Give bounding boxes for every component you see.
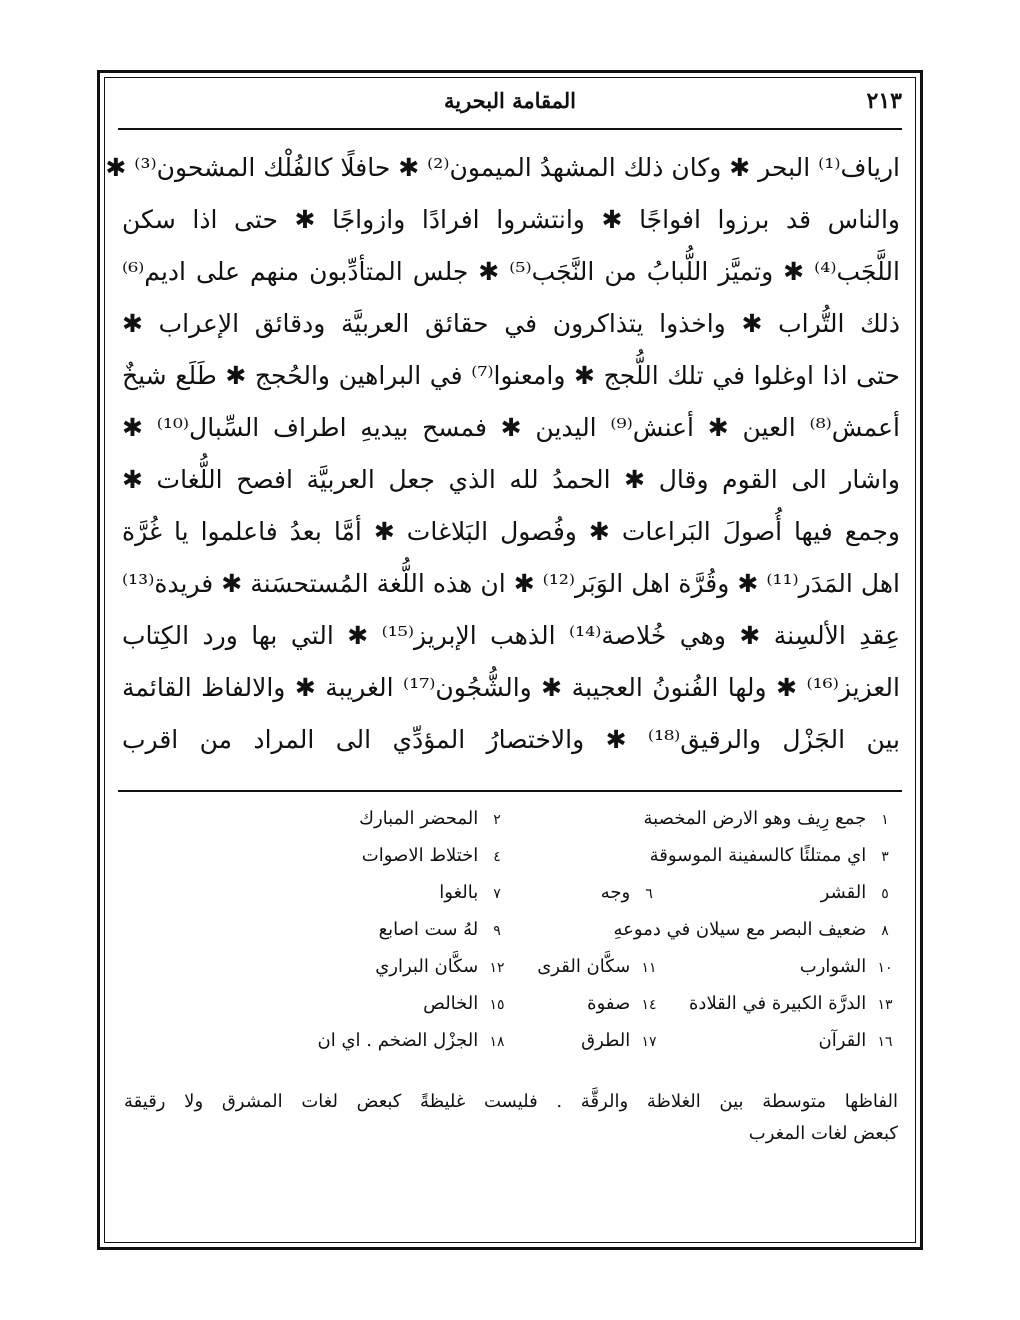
footnote [644, 800, 898, 839]
text-line: حتى اذا اوغلوا في تلك اللُّجج ✱ وامعنوا⁽⁷⁾ في البراهين والحُجج ✱ طَلَع شيخٌ [122, 361, 900, 390]
text-line: وجمع فيها أُصولَ البَراعات ✱ وفُصول البَلاغات ✱ أمَّا بعدُ فاعلموا يا غُرَّة [122, 517, 900, 546]
footnote-rule [118, 790, 902, 792]
footnote-text: سكَّان القرى [537, 956, 631, 977]
header-rule [118, 128, 902, 130]
footnote [821, 874, 898, 913]
footnote [819, 1022, 898, 1061]
footnote-row [124, 1022, 898, 1059]
commentary-line: الفاظها متوسطة بين الغلاظة والرقَّة . فليست غليظةً كبعض لغات المشرق ولا رقيقة [124, 1091, 898, 1112]
text-line: اللَّجَب⁽⁴⁾ ✱ وتميَّز اللُّبابُ من النَّجَب⁽⁵⁾ ✱ جلس المتأدِّبون منهم على اديم⁽⁶⁾ [122, 257, 900, 286]
footnote [362, 837, 510, 876]
footnote-text: الشوارب [799, 956, 867, 977]
main-text [105, 142, 901, 766]
footnote-text: سكَّان البراري [375, 956, 479, 977]
text-line: والناس قد برزوا افواجًا ✱ وانتشروا افرادًا وازواجًا ✱ حتى اذا سكن [122, 205, 900, 234]
footnote-number: ١١ [641, 960, 657, 976]
footnote-text: المحضر المبارك [359, 808, 479, 829]
footnote-row [124, 800, 898, 837]
footnote [581, 1022, 662, 1061]
footnote [318, 1022, 510, 1061]
text-line: عِقدِ الألسِنة ✱ وهي خُلاصة⁽¹⁴⁾ الذهب الإبريز⁽¹⁵⁾ ✱ التي بها ورد الكِتاب [122, 621, 900, 650]
text-line: بين الجَزْل والرقيق⁽¹⁸⁾ ✱ والاختصارُ المؤدِّي الى المراد من اقرب [122, 725, 901, 754]
footnote-row [124, 948, 898, 985]
text-line: العزيز⁽¹⁶⁾ ✱ ولها الفُنونُ العجيبة ✱ والشُّجُون⁽¹⁷⁾ الغريبة ✱ والالفاظ القائمة [122, 673, 900, 702]
footnote-number: ١٨ [489, 1034, 505, 1050]
page-number: ٢١٣ [866, 88, 902, 114]
footnote-number: ٦ [645, 886, 653, 902]
footnote-number: ٢ [493, 812, 501, 828]
footnote-number: ١٧ [641, 1034, 657, 1050]
footnote-text: ضعيف البصر مع سيلان في دموعهِ [613, 919, 867, 940]
footnote-number: ٣ [881, 849, 889, 865]
footnote [601, 874, 662, 913]
footnote-text: جمع رِيف وهو الارض المخصبة [643, 808, 867, 829]
footnote-text: صفوة [587, 993, 631, 1014]
text-line: أعمش⁽⁸⁾ العين ✱ أعنش⁽⁹⁾ اليدين ✱ فمسح بيديهِ اطراف السِّبال⁽¹⁰⁾ ✱ [122, 413, 900, 442]
footnote-number: ٧ [493, 886, 501, 902]
footnote-number: ١٦ [877, 1034, 893, 1050]
footnote-text: الطرق [581, 1030, 631, 1051]
footnote-number: ١٥ [489, 997, 505, 1013]
footnote-number: ١٢ [489, 960, 505, 976]
footnote-number: ١ [881, 812, 889, 828]
footnote-row [124, 874, 898, 911]
footnote [375, 948, 510, 987]
footnote-number: ١٠ [877, 960, 893, 976]
footnote-text: القشر [820, 882, 867, 903]
footnote [537, 948, 662, 987]
footnote-row [124, 837, 898, 874]
footnote-row [124, 985, 898, 1022]
footnotes [124, 800, 898, 1059]
page-header [118, 86, 902, 122]
footnote-text: بالغوا [439, 882, 479, 903]
footnote-number: ١٣ [877, 997, 893, 1013]
footnote-text: اختلاط الاصوات [361, 845, 479, 866]
footnote-number: ٥ [881, 886, 889, 902]
footnote-text: الدرَّة الكبيرة في القلادة [689, 993, 867, 1014]
footnote-text: اي ممتلئًا كالسفينة الموسوقة [649, 845, 867, 866]
text-line: ارياف⁽¹⁾ البحر ✱ وكان ذلك المشهدُ الميمون⁽²⁾ ✱ حافلًا كالفُلْك المشحون⁽³⁾ ✱ [105, 153, 900, 182]
commentary [124, 1086, 898, 1150]
footnote [689, 985, 898, 1024]
footnote-row [124, 911, 898, 948]
footnote [379, 911, 510, 950]
footnote [359, 800, 510, 839]
footnote-number: ٤ [493, 849, 501, 865]
footnote-text: وجه [600, 882, 631, 903]
text-line: واشار الى القوم وقال ✱ الحمدُ لله الذي جعل العربيَّة افصح اللُّغات ✱ [122, 465, 900, 494]
footnote-number: ٨ [881, 923, 889, 939]
footnote [800, 948, 898, 987]
text-line: اهل المَدَر⁽¹¹⁾ ✱ وقُرَّة اهل الوَبَر⁽¹²⁾ ✱ ان هذه اللُّغة المُستحسَنة ✱ فريدة⁽¹³⁾ [122, 569, 900, 598]
text-line: ذلك التُّراب ✱ واخذوا يتذاكرون في حقائق العربيَّة ودقائق الإعراب ✱ [122, 309, 900, 338]
footnote-number: ١٤ [641, 997, 657, 1013]
footnote [423, 985, 510, 1024]
running-title: المقامة البحرية [443, 88, 577, 113]
footnote-text: القرآن [818, 1030, 867, 1051]
footnote [439, 874, 510, 913]
footnote [587, 985, 662, 1024]
footnote-text: الخالص [423, 993, 479, 1014]
footnote-text: الجزْل الضخم . اي ان [317, 1030, 479, 1051]
footnote [650, 837, 898, 876]
footnote-number: ٩ [493, 923, 501, 939]
footnote-text: لهُ ست اصابع [378, 919, 479, 940]
footnote [614, 911, 898, 950]
commentary-line: كبعض لغات المغرب [748, 1123, 898, 1144]
